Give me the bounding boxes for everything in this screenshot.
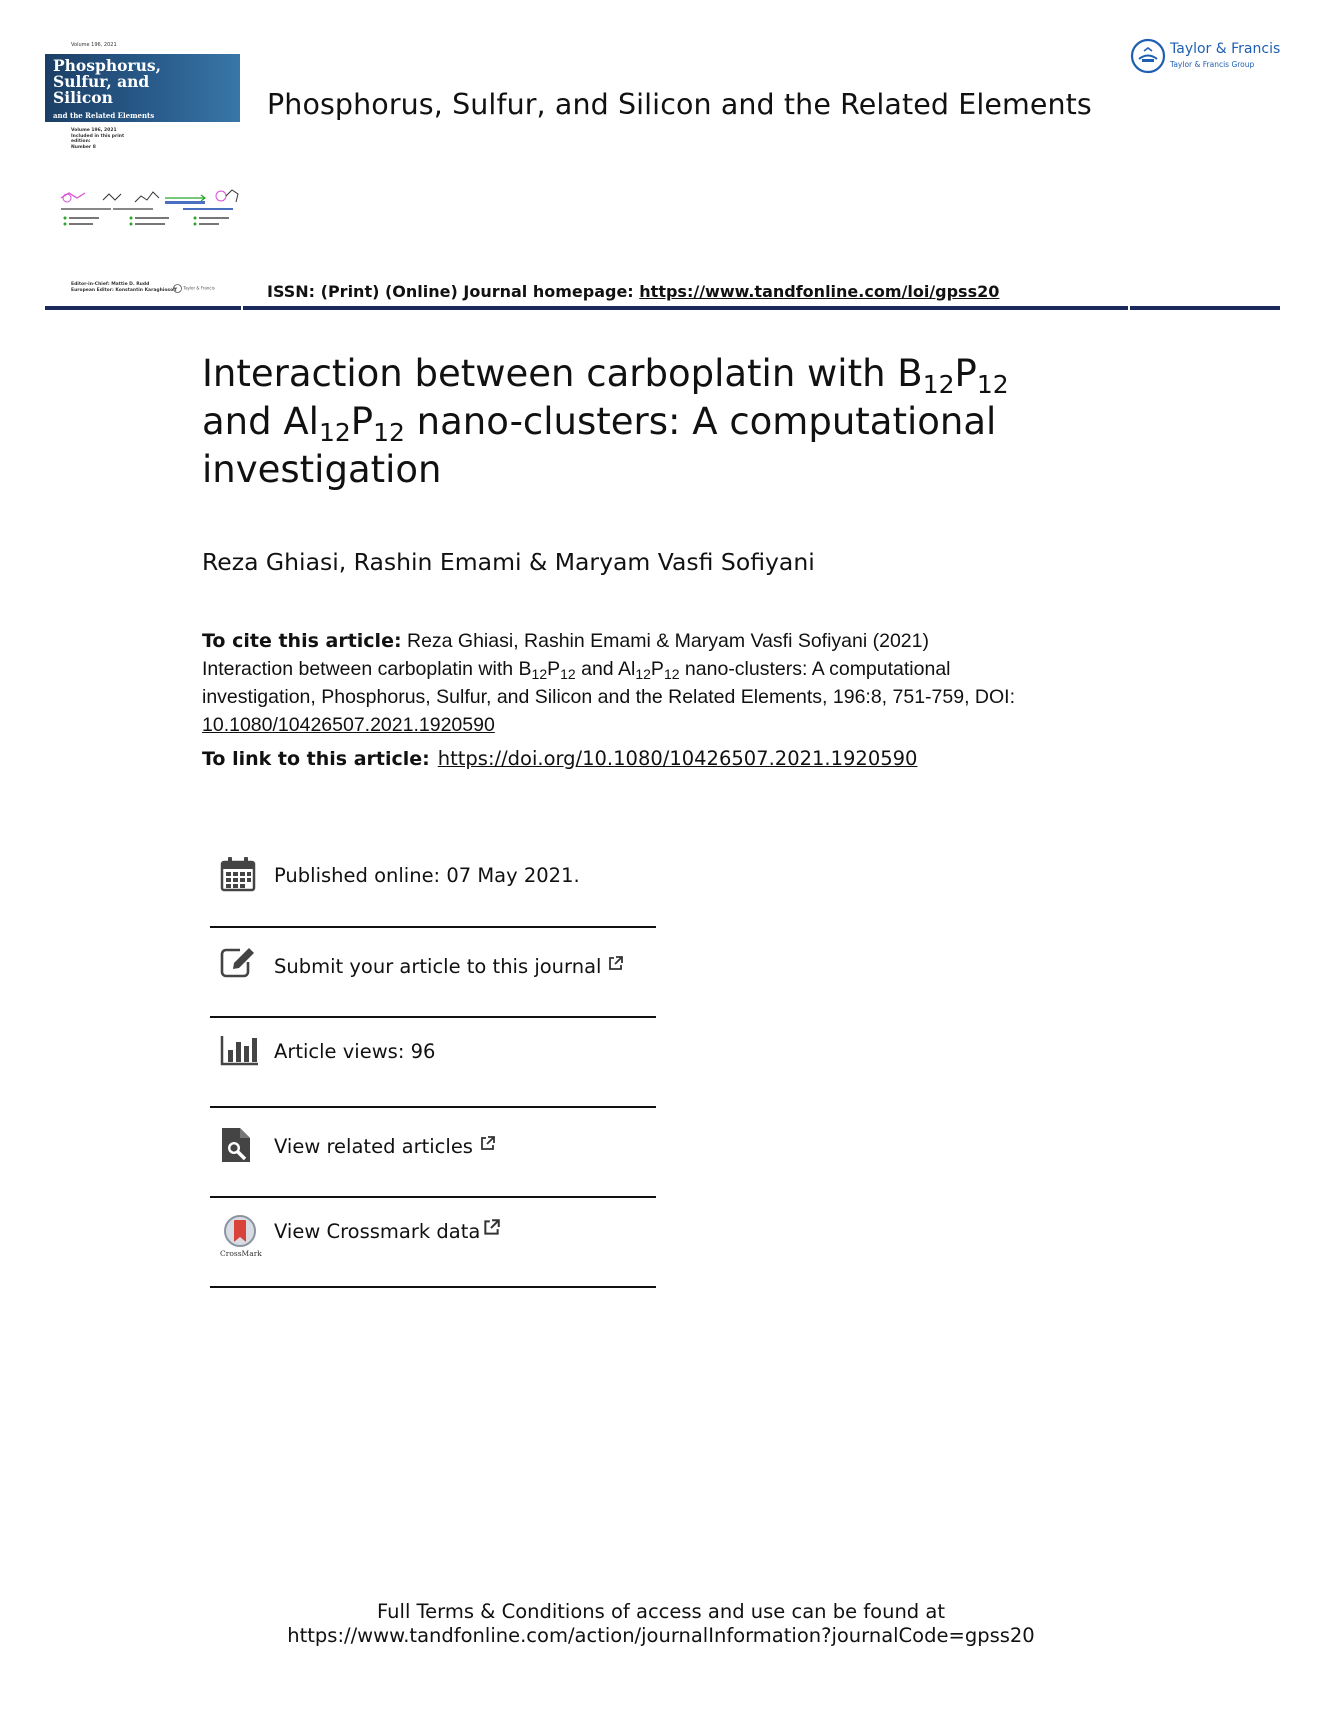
edit-pencil-icon [220,946,256,978]
issn-label: ISSN: (Print) (Online) Journal homepage: [267,282,640,301]
external-link-icon [479,1135,496,1152]
journal-title: Phosphorus, Sulfur, and Silicon and the Related Elements [267,88,1092,121]
info-row-views [210,1018,656,1108]
cover-title: Phosphorus, Sulfur, and Silicon [53,56,161,107]
info-row-published [210,838,656,928]
journal-cover [45,40,240,293]
taylor-francis-logo-icon [1130,38,1166,74]
cover-volume-line: Volume 196, 2021 [71,42,117,48]
article-title: Interaction between carboplatin with $B_{12}P_{12}$ and $Al_{12}P_{12}$ nano-clusters: A computational investigation [202,352,1009,491]
calendar-icon [220,856,256,892]
article-link-label: To link to this article: [202,748,430,770]
cover-volume-info: Volume 196, 2021 Included in this print edition: Number 8 [71,128,125,150]
cover-title-box [45,54,240,122]
crossmark-logo-text: CrossMark [220,1249,262,1258]
published-online-text: Published online: 07 May 2021. [274,864,580,887]
article-doi-url-link[interactable]: https://doi.org/10.1080/10426507.2021.1920590 [437,747,918,770]
crossmark-icon [222,1214,258,1248]
external-link-icon [607,955,624,972]
info-row-related[interactable] [210,1108,656,1198]
terms-footer [0,1600,1322,1648]
cover-subtitle: and the Related Elements [53,111,155,120]
external-link-icon [482,1218,501,1237]
view-crossmark-link[interactable]: View Crossmark data [274,1218,501,1243]
citation-doi-link[interactable]: 10.1080/10426507.2021.1920590 [202,714,495,736]
terms-line: Full Terms & Conditions of access and use can be found at [377,1600,945,1623]
cover-editor-info: Editor-in-Chief: Mattie D. Rudd European Editor: Konstantin Karaghiosoff [71,282,177,293]
info-row-submit[interactable] [210,928,656,1018]
citation-label: To cite this article: [202,630,402,652]
crossmark-logo [220,1214,260,1258]
document-search-icon [220,1126,252,1164]
cover-top-strip [45,40,240,54]
article-authors: Reza Ghiasi, Rashin Emami & Maryam Vasfi Sofiyani [202,548,815,576]
article-views-text: Article views: 96 [274,1040,436,1063]
cover-reaction-scheme-image [53,178,243,242]
terms-url[interactable]: https://www.tandfonline.com/action/journalInformation?journalCode=gpss20 [287,1624,1035,1647]
journal-homepage-link[interactable]: https://www.tandfonline.com/loi/gpss20 [639,282,1000,301]
article-info-list [210,838,656,1288]
info-row-crossmark[interactable] [210,1198,656,1288]
cover-publisher-icon [173,284,182,293]
publisher-group: Taylor & Francis Group [1170,60,1255,69]
publisher-logo[interactable] [1130,38,1290,76]
header-divider [45,306,1280,310]
cover-publisher-mark: Taylor & Francis [173,284,215,293]
citation-block: To cite this article: Reza Ghiasi, Rashin Emami & Maryam Vasfi Sofiyani (2021) Interaction between carboplatin with $B_{12}P_{12}$ and $Al_{12}P_{12}$ nano-clusters: A computational investigation, Phosphorus, Sulfur, and Silicon and the Related Elements, 196:8, 751-759, DOI: 10.1080/10426507.2021.1920590 [202,630,1016,736]
issn-line [267,282,999,301]
article-link-line [202,747,917,770]
publisher-name: Taylor & Francis [1170,41,1281,57]
view-related-articles-link[interactable]: View related articles [274,1135,496,1158]
submit-article-link[interactable]: Submit your article to this journal [274,955,624,978]
bar-chart-icon [220,1034,260,1066]
